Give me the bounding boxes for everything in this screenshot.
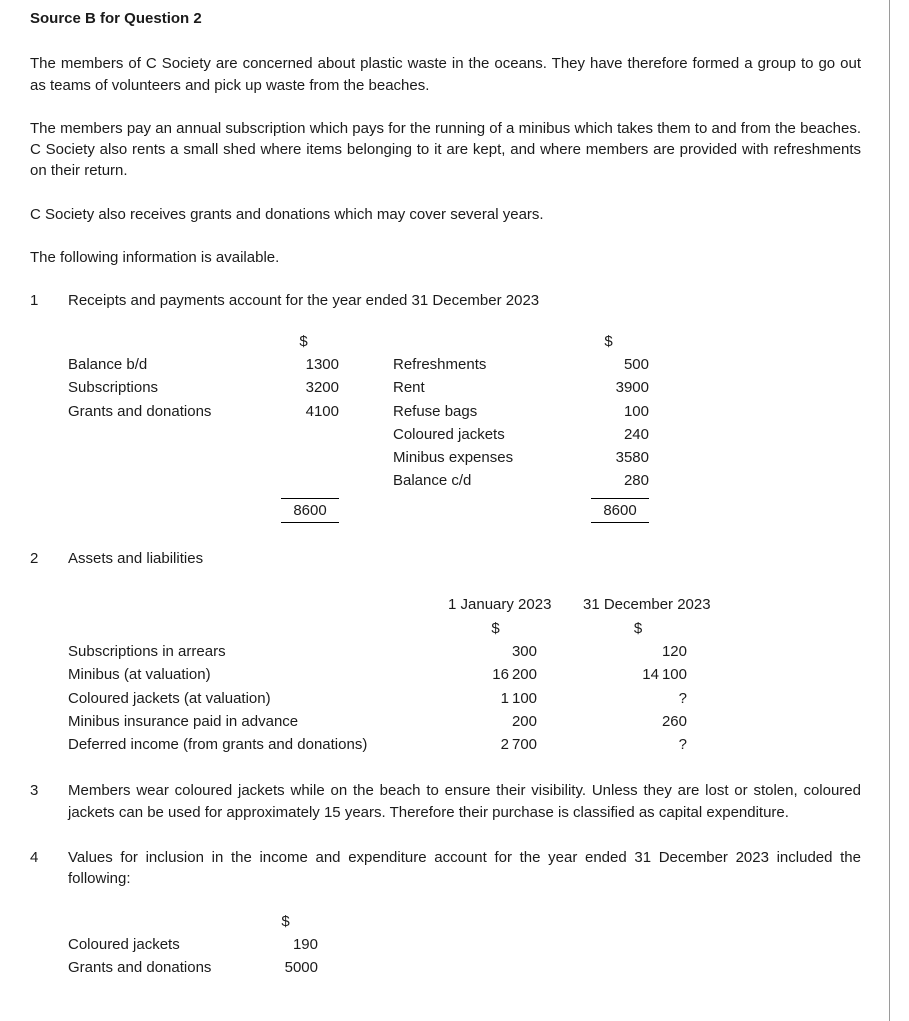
rp-right-total: 8600 [591,498,649,523]
al-row-dec-value: 14 100 [642,666,687,684]
al-col1-header: 1 January 2023 [448,596,552,614]
al-row-jan-value: 1 100 [500,689,537,707]
rp-left-amount: 1300 [305,355,339,373]
item-2-number: 2 [30,550,39,568]
spacer-cell [68,493,268,524]
rp-right-label: Rent [393,379,425,397]
income-expenditure-values-table [68,910,861,980]
spacer-cell [353,353,393,376]
item-1-heading: Receipts and payments account for the year ended 31 December 2023 [68,292,540,310]
rp-left-label: Balance b/d [68,355,148,373]
receipts-payments-table [68,330,861,524]
al-col2-currency: $ [633,619,643,637]
al-row-jan-value: 16 200 [492,666,537,684]
rp-right-label: Coloured jackets [393,425,505,443]
spacer-cell [68,423,268,446]
spacer-cell [268,446,353,469]
al-row-label: Subscriptions in arrears [68,642,226,660]
spacer-cell [543,733,583,756]
rp-right-label: Refuse bags [393,402,478,420]
al-row-dec-value: 260 [661,712,687,730]
spacer-cell [68,910,253,933]
spacer-cell [543,710,583,733]
rp-left-amount: 4100 [305,402,339,420]
al-row-jan-value: 2 700 [500,736,537,754]
spacer-cell [268,423,353,446]
rp-right-amount: 500 [623,355,649,373]
al-col2-header: 31 December 2023 [583,596,711,614]
rp-right-total-cell [568,493,663,524]
spacer-cell [68,330,268,353]
rp-right-amount: 280 [623,472,649,490]
spacer-cell [353,376,393,399]
spacer-cell [68,617,448,640]
rp-left-label: Grants and donations [68,402,212,420]
al-col1-currency: $ [491,619,500,637]
item-3 [30,780,861,823]
rp-right-currency: $ [604,332,613,350]
spacer-cell [353,446,393,469]
rp-left-amount: 3200 [305,379,339,397]
spacer-cell [543,617,583,640]
page-edge-line [889,0,890,1021]
intro-paragraph-2: The members pay an annual subscription which pays for the running of a minibus which takes them to and from the beaches. C Society also rents a small shed where items belonging to it are kept, and where members are provided with refreshments on their return. [30,119,861,180]
spacer-cell [68,593,448,616]
mini-row-amount: 5000 [284,959,318,977]
item-1 [30,290,861,524]
spacer-cell [68,446,268,469]
spacer-cell [68,469,268,492]
item-2-heading: Assets and liabilities [68,550,204,568]
spacer-cell [353,330,393,353]
mini-row-label: Coloured jackets [68,935,180,953]
al-row-label: Minibus insurance paid in advance [68,712,299,730]
spacer-cell [353,423,393,446]
rp-left-currency: $ [299,332,308,350]
item-3-text: Members wear coloured jackets while on the beach to ensure their visibility. Unless they are lost or stolen, coloured jackets can be used for approximately 15 years. Therefore their purchase is classified as capital expenditure. [68,782,861,821]
rp-right-label: Balance c/d [393,472,472,490]
spacer-cell [268,469,353,492]
rp-left-label: Subscriptions [68,379,159,397]
rp-right-label: Minibus expenses [393,449,514,467]
intro-paragraph-3: C Society also receives grants and donations which may cover several years. [30,205,544,223]
rp-left-total: 8600 [281,498,339,523]
al-row-label: Minibus (at valuation) [68,666,211,684]
item-2 [30,548,861,756]
item-4 [30,847,861,979]
rp-right-amount: 240 [623,425,649,443]
item-4-number: 4 [30,849,39,867]
al-row-jan-value: 300 [511,642,537,660]
mini-row-label: Grants and donations [68,959,212,977]
rp-right-amount: 3900 [615,379,649,397]
intro-paragraph-4: The following information is available. [30,249,280,267]
al-row-label: Coloured jackets (at valuation) [68,689,271,707]
item-4-text: Values for inclusion in the income and expenditure account for the year ended 31 December 2023 included the following: [68,849,861,888]
page-title: Source B for Question 2 [30,10,202,27]
item-1-number: 1 [30,292,39,310]
spacer-cell [353,469,393,492]
spacer-cell [543,663,583,686]
spacer-cell [543,687,583,710]
spacer-cell [353,493,393,524]
item-3-number: 3 [30,782,39,800]
spacer-cell [543,640,583,663]
al-row-dec-value: 120 [661,642,687,660]
spacer-cell [543,593,583,616]
mini-currency: $ [281,912,290,930]
mini-row-amount: 190 [292,935,318,953]
al-row-dec-value: ? [678,689,687,707]
al-row-jan-value: 200 [511,712,537,730]
rp-right-amount: 3580 [615,449,649,467]
spacer-cell [393,493,568,524]
rp-right-label: Refreshments [393,355,487,373]
spacer-cell [393,330,568,353]
al-row-label: Deferred income (from grants and donations) [68,736,368,754]
intro-paragraph-1: The members of C Society are concerned about plastic waste in the oceans. They have therefore formed a group to go out as teams of volunteers and pick up waste from the beaches. [30,55,861,94]
rp-left-total-cell [268,493,353,524]
assets-liabilities-table [68,593,861,756]
al-row-dec-value: ? [678,736,687,754]
rp-right-amount: 100 [623,402,649,420]
spacer-cell [353,400,393,423]
